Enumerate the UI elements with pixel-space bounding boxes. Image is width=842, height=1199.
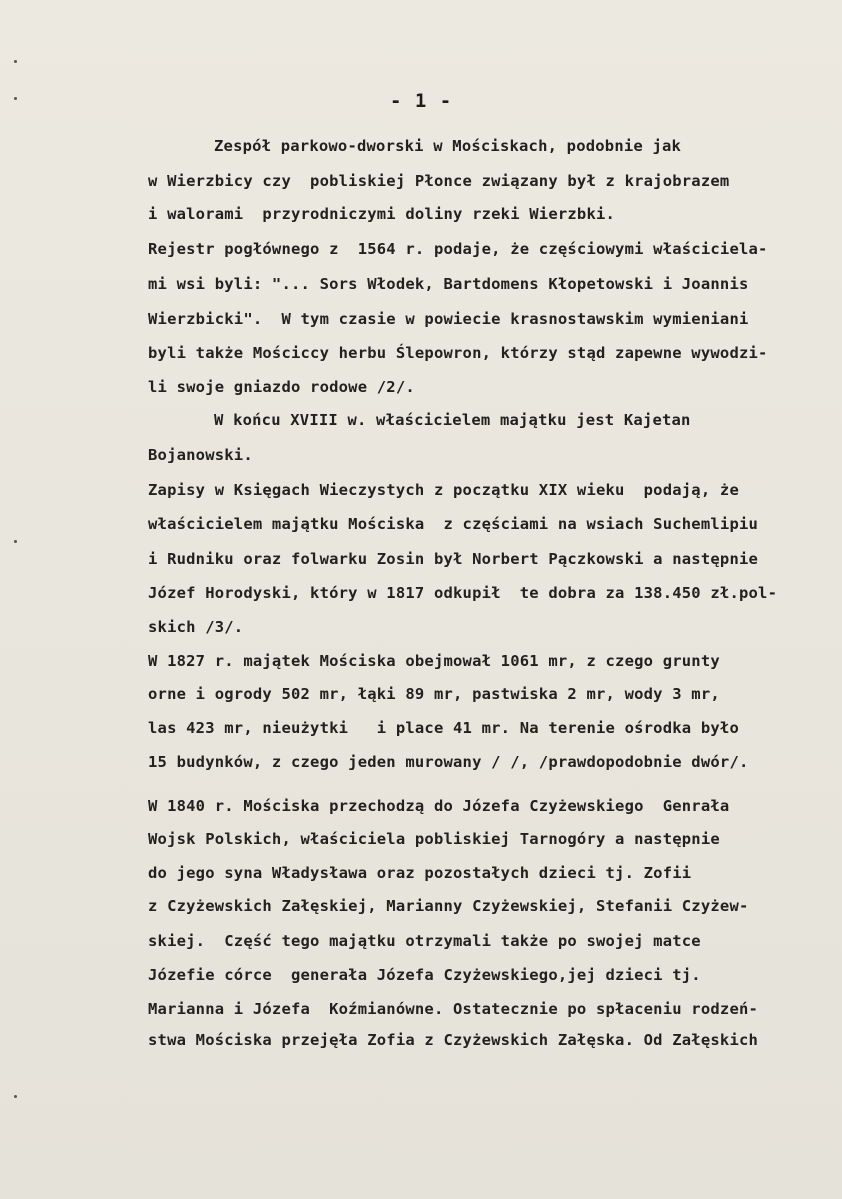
text-line: orne i ogrody 502 mr, łąki 89 mr, pastwiska 2 mr, wody 3 mr, [148, 685, 720, 703]
text-line: Zapisy w Księgach Wieczystych z początku XIX wieku podają, że [148, 481, 739, 499]
text-line: z Czyżewskich Załęskiej, Marianny Czyżewskiej, Stefanii Czyżew- [148, 897, 749, 915]
text-line: las 423 mr, nieużytki i place 41 mr. Na terenie ośrodka było [148, 719, 739, 737]
text-line: stwa Mościska przejęła Zofia z Czyżewskich Załęska. Od Załęskich [148, 1031, 759, 1049]
text-line: do jego syna Władysława oraz pozostałych dzieci tj. Zofii [148, 864, 692, 882]
text-line: właścicielem majątku Mościska z częściami na wsiach Suchemlipiu [148, 515, 759, 533]
text-line: Wojsk Polskich, właściciela pobliskiej Tarnogóry a następnie [148, 830, 720, 848]
text-line: 15 budynków, z czego jeden murowany / /, /prawdopodobnie dwór/. [148, 753, 749, 771]
text-line: W końcu XVIII w. właścicielem majątku jest Kajetan [214, 411, 691, 429]
text-line: Wierzbicki". W tym czasie w powiecie krasnostawskim wymieniani [148, 310, 749, 328]
text-line: Józef Horodyski, który w 1817 odkupił te dobra za 138.450 zł.pol- [148, 584, 778, 602]
text-line: Marianna i Józefa Koźmianówne. Ostatecznie po spłaceniu rodzeń- [148, 1000, 759, 1018]
page-number: - 1 - [390, 90, 453, 112]
text-line: Rejestr pogłównego z 1564 r. podaje, że częściowymi właściciela- [148, 240, 768, 258]
text-line: Bojanowski. [148, 446, 253, 464]
margin-mark [14, 97, 17, 100]
text-line: W 1827 r. majątek Mościska obejmował 1061 mr, z czego grunty [148, 652, 720, 670]
text-line: w Wierzbicy czy pobliskiej Płonce związany był z krajobrazem [148, 172, 730, 190]
text-line: i Rudniku oraz folwarku Zosin był Norbert Pączkowski a następnie [148, 550, 759, 568]
text-line: mi wsi byli: "... Sors Włodek, Bartdomens Kłopetowski i Joannis [148, 275, 749, 293]
text-line: byli także Mościccy herbu Ślepowron, którzy stąd zapewne wywodzi- [148, 344, 768, 362]
text-line: Józefie córce generała Józefa Czyżewskiego,jej dzieci tj. [148, 966, 701, 984]
margin-mark [14, 1095, 17, 1098]
text-line: skiej. Część tego majątku otrzymali także po swojej matce [148, 932, 701, 950]
margin-mark [14, 540, 17, 543]
margin-mark [14, 60, 17, 63]
text-line: Zespół parkowo-dworski w Mościskach, podobnie jak [214, 137, 682, 155]
text-line: li swoje gniazdo rodowe /2/. [148, 378, 415, 396]
text-line: i walorami przyrodniczymi doliny rzeki Wierzbki. [148, 205, 616, 223]
text-line: skich /3/. [148, 618, 244, 636]
text-line: W 1840 r. Mościska przechodzą do Józefa Czyżewskiego Genrała [148, 797, 730, 815]
